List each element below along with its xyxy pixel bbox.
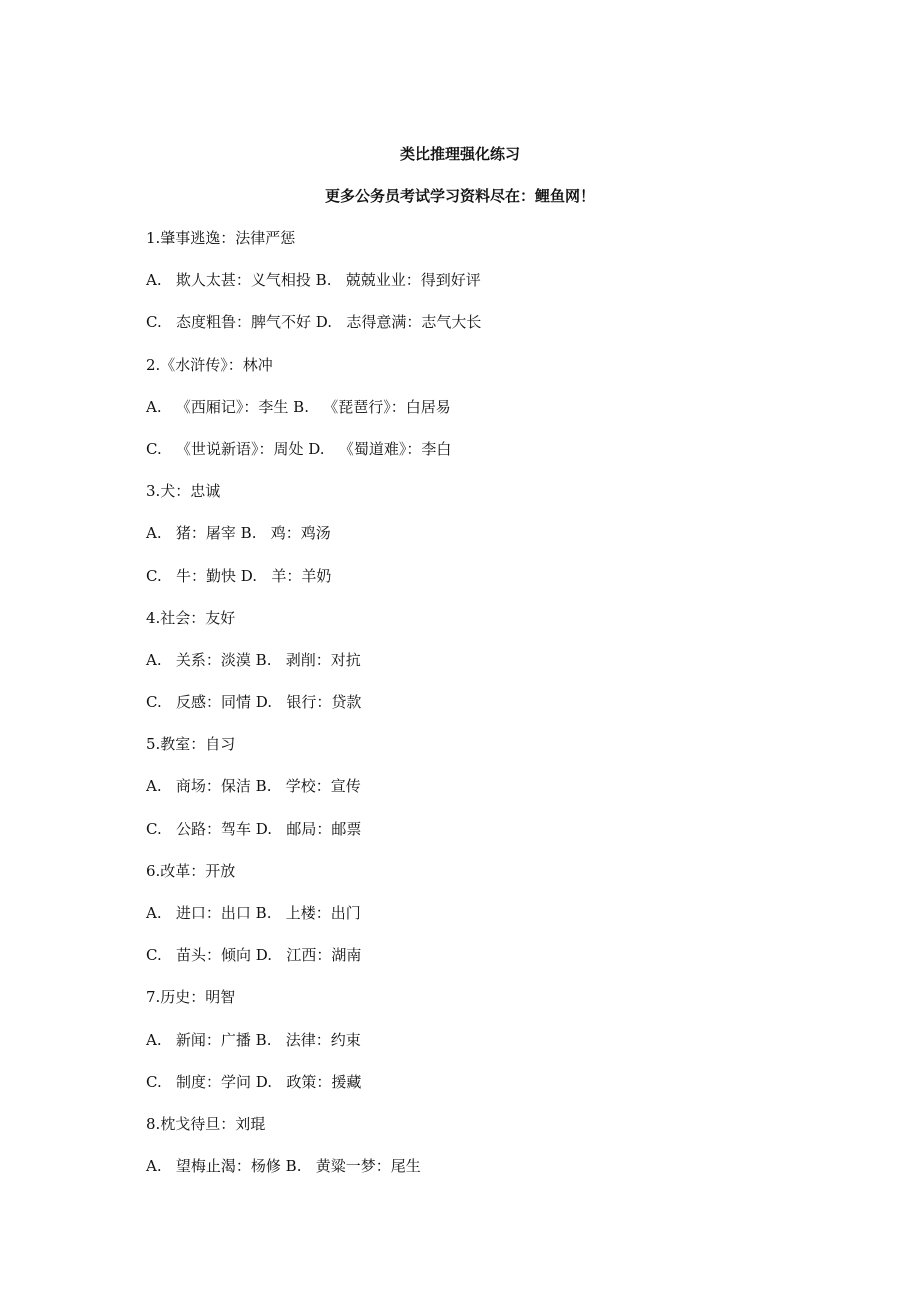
question-6-options-ab: A. 进口：出口 B. 上楼：出门 <box>146 904 361 922</box>
question-list <box>146 228 866 1198</box>
question-8-options-ab: A. 望梅止渴：杨修 B. 黄粱一梦：尾生 <box>146 1157 421 1176</box>
question-7-options-ab: A. 新闻：广播 B. 法律：约束 <box>146 1030 361 1049</box>
question-4-stem: 4.社会：友好 <box>146 608 236 627</box>
question-1-stem: 1.肇事逃逸：法律严惩 <box>146 229 296 247</box>
question-6-stem: 6.改革：开放 <box>146 861 236 880</box>
question-1-options-ab: A. 欺人太甚：义气相投 B. 兢兢业业：得到好评 <box>146 271 481 290</box>
question-4-options-ab: A. 关系：淡漠 B. 剥削：对抗 <box>146 650 361 669</box>
question-3-stem: 3.犬：忠诚 <box>146 482 221 501</box>
question-8-stem: 8.枕戈待旦：刘琨 <box>146 1114 266 1133</box>
question-2-stem: 2.《水浒传》：林冲 <box>146 355 273 374</box>
question-5-options-ab: A. 商场：保洁 B. 学校：宣传 <box>146 777 361 796</box>
document-subtitle: 更多公务员考试学习资料尽在：鲤鱼网！ <box>324 187 595 205</box>
question-7-stem: 7.历史：明智 <box>146 988 236 1007</box>
question-6-options-cd: C. 苗头：倾向 D. 江西：湖南 <box>146 946 362 965</box>
question-3-options-ab: A. 猪：屠宰 B. 鸡：鸡汤 <box>146 524 331 543</box>
question-5-options-cd: C. 公路：驾车 D. 邮局：邮票 <box>146 819 362 838</box>
question-4-options-cd: C. 反感：同情 D. 银行：贷款 <box>146 693 362 712</box>
question-2-options-ab: A. 《西厢记》：李生 B. 《琵琶行》：白居易 <box>146 397 451 416</box>
document-title: 类比推理强化练习 <box>399 145 520 163</box>
question-7-options-cd: C. 制度：学问 D. 政策：援藏 <box>146 1072 362 1091</box>
question-1-options-cd: C. 态度粗鲁：脾气不好 D. 志得意满：志气大长 <box>146 313 482 332</box>
question-2-options-cd: C. 《世说新语》：周处 D. 《蜀道难》：李白 <box>146 439 452 458</box>
question-3-options-cd: C. 牛：勤快 D. 羊：羊奶 <box>146 566 332 585</box>
question-5-stem: 5.教室：自习 <box>146 735 236 754</box>
